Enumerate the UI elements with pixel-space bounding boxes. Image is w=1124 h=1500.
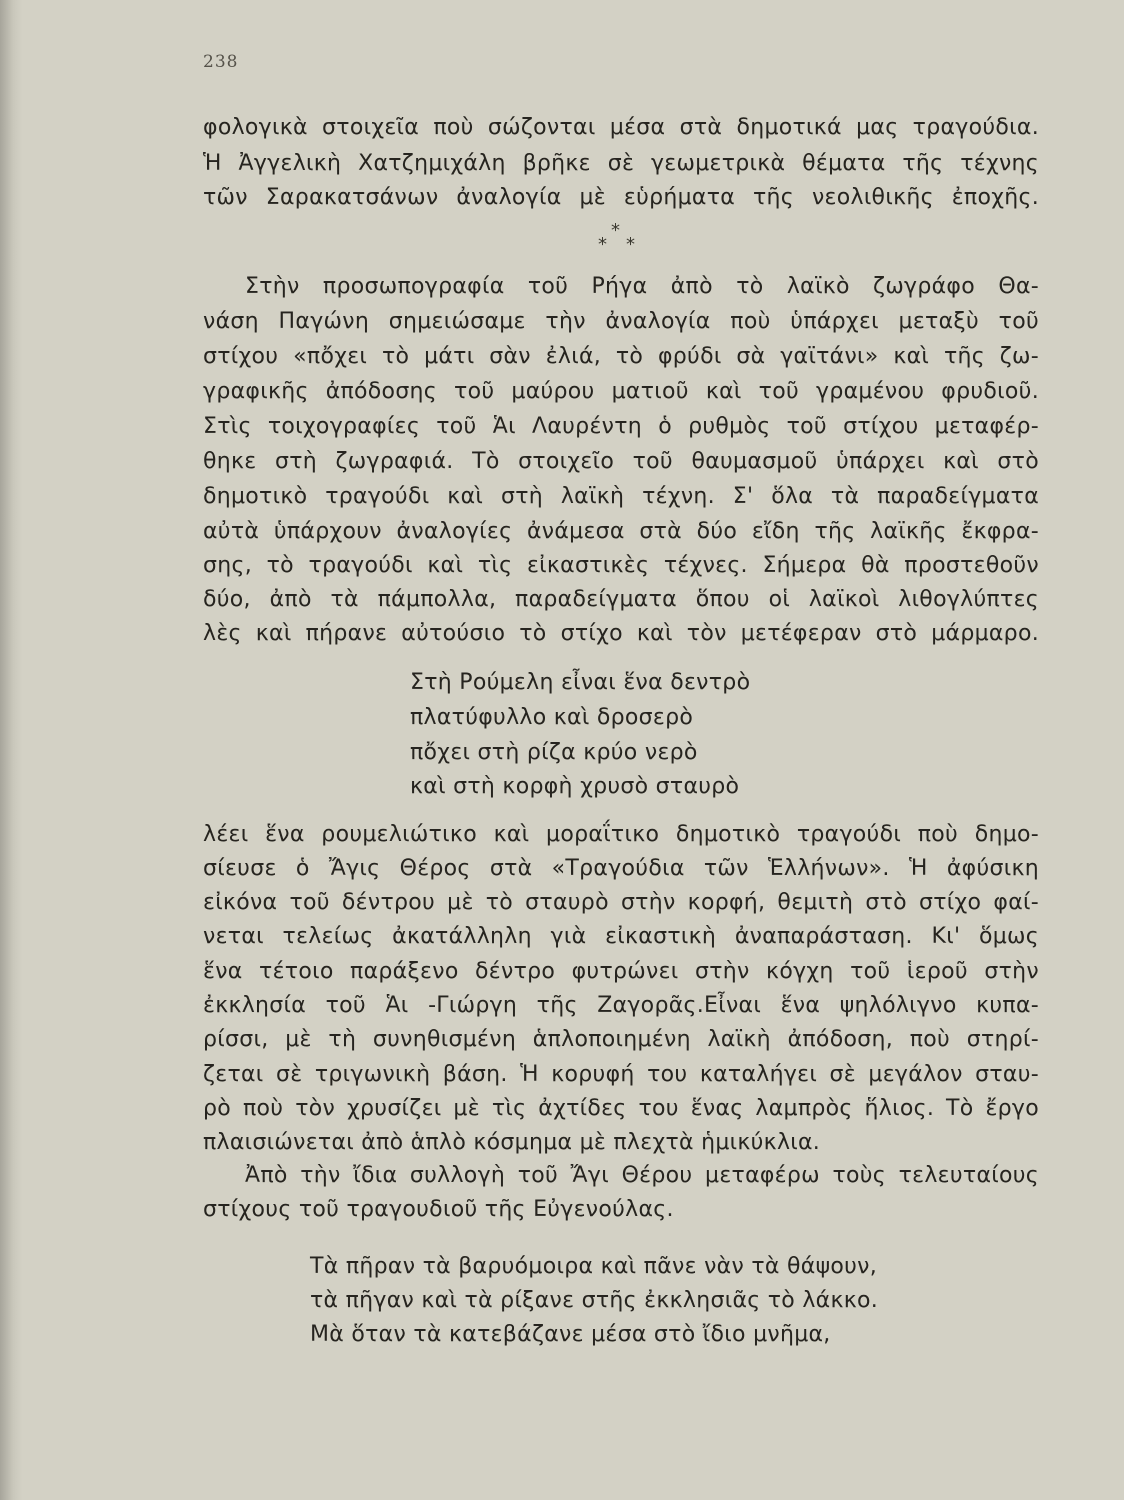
text-line: δημοτικὸ τραγούδι καὶ στὴ λαϊκὴ τέχνη. Σ' ὅλα τὰ παραδείγματα [203, 484, 1039, 509]
text-line: Στὴν προσωπογραφία τοῦ Ρήγα ἀπὸ τὸ λαϊκὸ ζωγράφο Θα- [245, 274, 1039, 299]
asterism-star: * [598, 234, 607, 255]
text-line: αὐτὰ ὑπάρχουν ἀναλογίες ἀνάμεσα στὰ δύο εἴδη τῆς λαϊκῆς ἔκφρα- [203, 519, 1039, 544]
text-line: λὲς καὶ πήρανε αὐτούσιο τὸ στίχο καὶ τὸν μετέφεραν στὸ μάρμαρο. [203, 621, 1039, 646]
text-line: εἰκόνα τοῦ δέντρου μὲ τὸ σταυρὸ στὴν κορφή, θεμιτὴ στὸ στίχο φαί- [203, 890, 1039, 915]
text-line: νάση Παγώνη σημειώσαμε τὴν ἀναλογία ποὺ ὑπάρχει μεταξὺ τοῦ [203, 309, 1039, 334]
verse-line: καὶ στὴ κορφὴ χρυσὸ σταυρὸ [410, 774, 740, 799]
text-line: ἐκκλησία τοῦ Ἁι -Γιώργη τῆς Ζαγορᾶς.Εἶναι ἕνα ψηλόλιγνο κυπα- [203, 993, 1039, 1018]
text-line: στίχου «πὄχει τὸ μάτι σὰν ἐλιά, τὸ φρύδι σὰ γαϊτάνι» καὶ τῆς ζω- [203, 344, 1039, 369]
verse-line: πλατύφυλλο καὶ δροσερὸ [410, 705, 694, 730]
asterism-star: * [611, 220, 620, 241]
section-asterism [595, 220, 655, 260]
text-line: νεται τελείως ἀκατάλληλη γιὰ εἰκαστικὴ ἀναπαράσταση. Κι' ὅμως [203, 924, 1039, 949]
text-line: σίευσε ὁ Ἄγις Θέρος στὰ «Τραγούδια τῶν Ἑλλήνων». Ἡ ἀφύσικη [203, 856, 1039, 881]
page-number: 238 [203, 52, 239, 72]
verse-line: τὰ πῆγαν καὶ τὰ ρίξανε στῆς ἐκκλησιᾶς τὸ λάκκο. [310, 1288, 879, 1313]
text-line: γραφικῆς ἀπόδοσης τοῦ μαύρου ματιοῦ καὶ τοῦ γραμένου φρυδιοῦ. [203, 379, 1039, 404]
text-line: ζεται σὲ τριγωνικὴ βάση. Ἡ κορυφή του καταλήγει σὲ μεγάλον σταυ- [203, 1062, 1039, 1087]
text-line: Ἀπὸ τὴν ἴδια συλλογὴ τοῦ Ἄγι Θέρου μεταφέρω τοὺς τελευταίους [245, 1163, 1039, 1188]
verse-line: Τὰ πῆραν τὰ βαρυόμοιρα καὶ πᾶνε νὰν τὰ θάψουν, [310, 1254, 878, 1279]
verse-line: Στὴ Ρούμελη εἶναι ἕνα δεντρὸ [410, 670, 751, 695]
text-line: ρίσσι, μὲ τὴ συνηθισμένη ἁπλοποιημένη λαϊκὴ ἀπόδοση, ποὺ στηρί- [203, 1027, 1039, 1052]
text-line: ἕνα τέτοιο παράξενο δέντρο φυτρώνει στὴν κόγχη τοῦ ἱεροῦ στὴν [203, 959, 1039, 984]
text-line: πλαισιώνεται ἀπὸ ἁπλὸ κόσμημα μὲ πλεχτὰ ἡμικύκλια. [203, 1130, 821, 1155]
text-line: θηκε στὴ ζωγραφιά. Τὸ στοιχεῖο τοῦ θαυμασμοῦ ὑπάρχει καὶ στὸ [203, 449, 1039, 474]
text-line: στίχους τοῦ τραγουδιοῦ τῆς Εὐγενούλας. [203, 1197, 674, 1222]
text-line: σης, τὸ τραγούδι καὶ τὶς εἰκαστικὲς τέχνες. Σήμερα θὰ προστεθοῦν [203, 553, 1039, 578]
asterism-star: * [626, 234, 635, 255]
verse-line: Μὰ ὅταν τὰ κατεβάζανε μέσα στὸ ἴδιο μνῆμα, [310, 1322, 831, 1347]
verse-line: πὄχει στὴ ρίζα κρύο νερὸ [410, 740, 698, 765]
text-line: Ἡ Ἀγγελικὴ Χατζημιχάλη βρῆκε σὲ γεωμετρικὰ θέματα τῆς τέχνης [203, 151, 1039, 176]
text-line: τῶν Σαρακατσάνων ἀναλογία μὲ εὑρήματα τῆς νεολιθικῆς ἐποχῆς. [203, 185, 1039, 210]
text-line: λέει ἕνα ρουμελιώτικο καὶ μοραΐτικο δημοτικὸ τραγούδι ποὺ δημο- [203, 822, 1039, 847]
text-line: δύο, ἀπὸ τὰ πάμπολλα, παραδείγματα ὅπου οἱ λαϊκοὶ λιθογλύπτες [203, 587, 1039, 612]
text-line: ρὸ ποὺ τὸν χρυσίζει μὲ τὶς ἀχτίδες του ἕνας λαμπρὸς ἥλιος. Τὸ ἔργο [203, 1096, 1039, 1121]
text-line: φολογικὰ στοιχεῖα ποὺ σώζονται μέσα στὰ δημοτικά μας τραγούδια. [203, 115, 1039, 140]
text-line: Στὶς τοιχογραφίες τοῦ Ἁι Λαυρέντη ὁ ρυθμὸς τοῦ στίχου μεταφέρ- [203, 414, 1039, 439]
